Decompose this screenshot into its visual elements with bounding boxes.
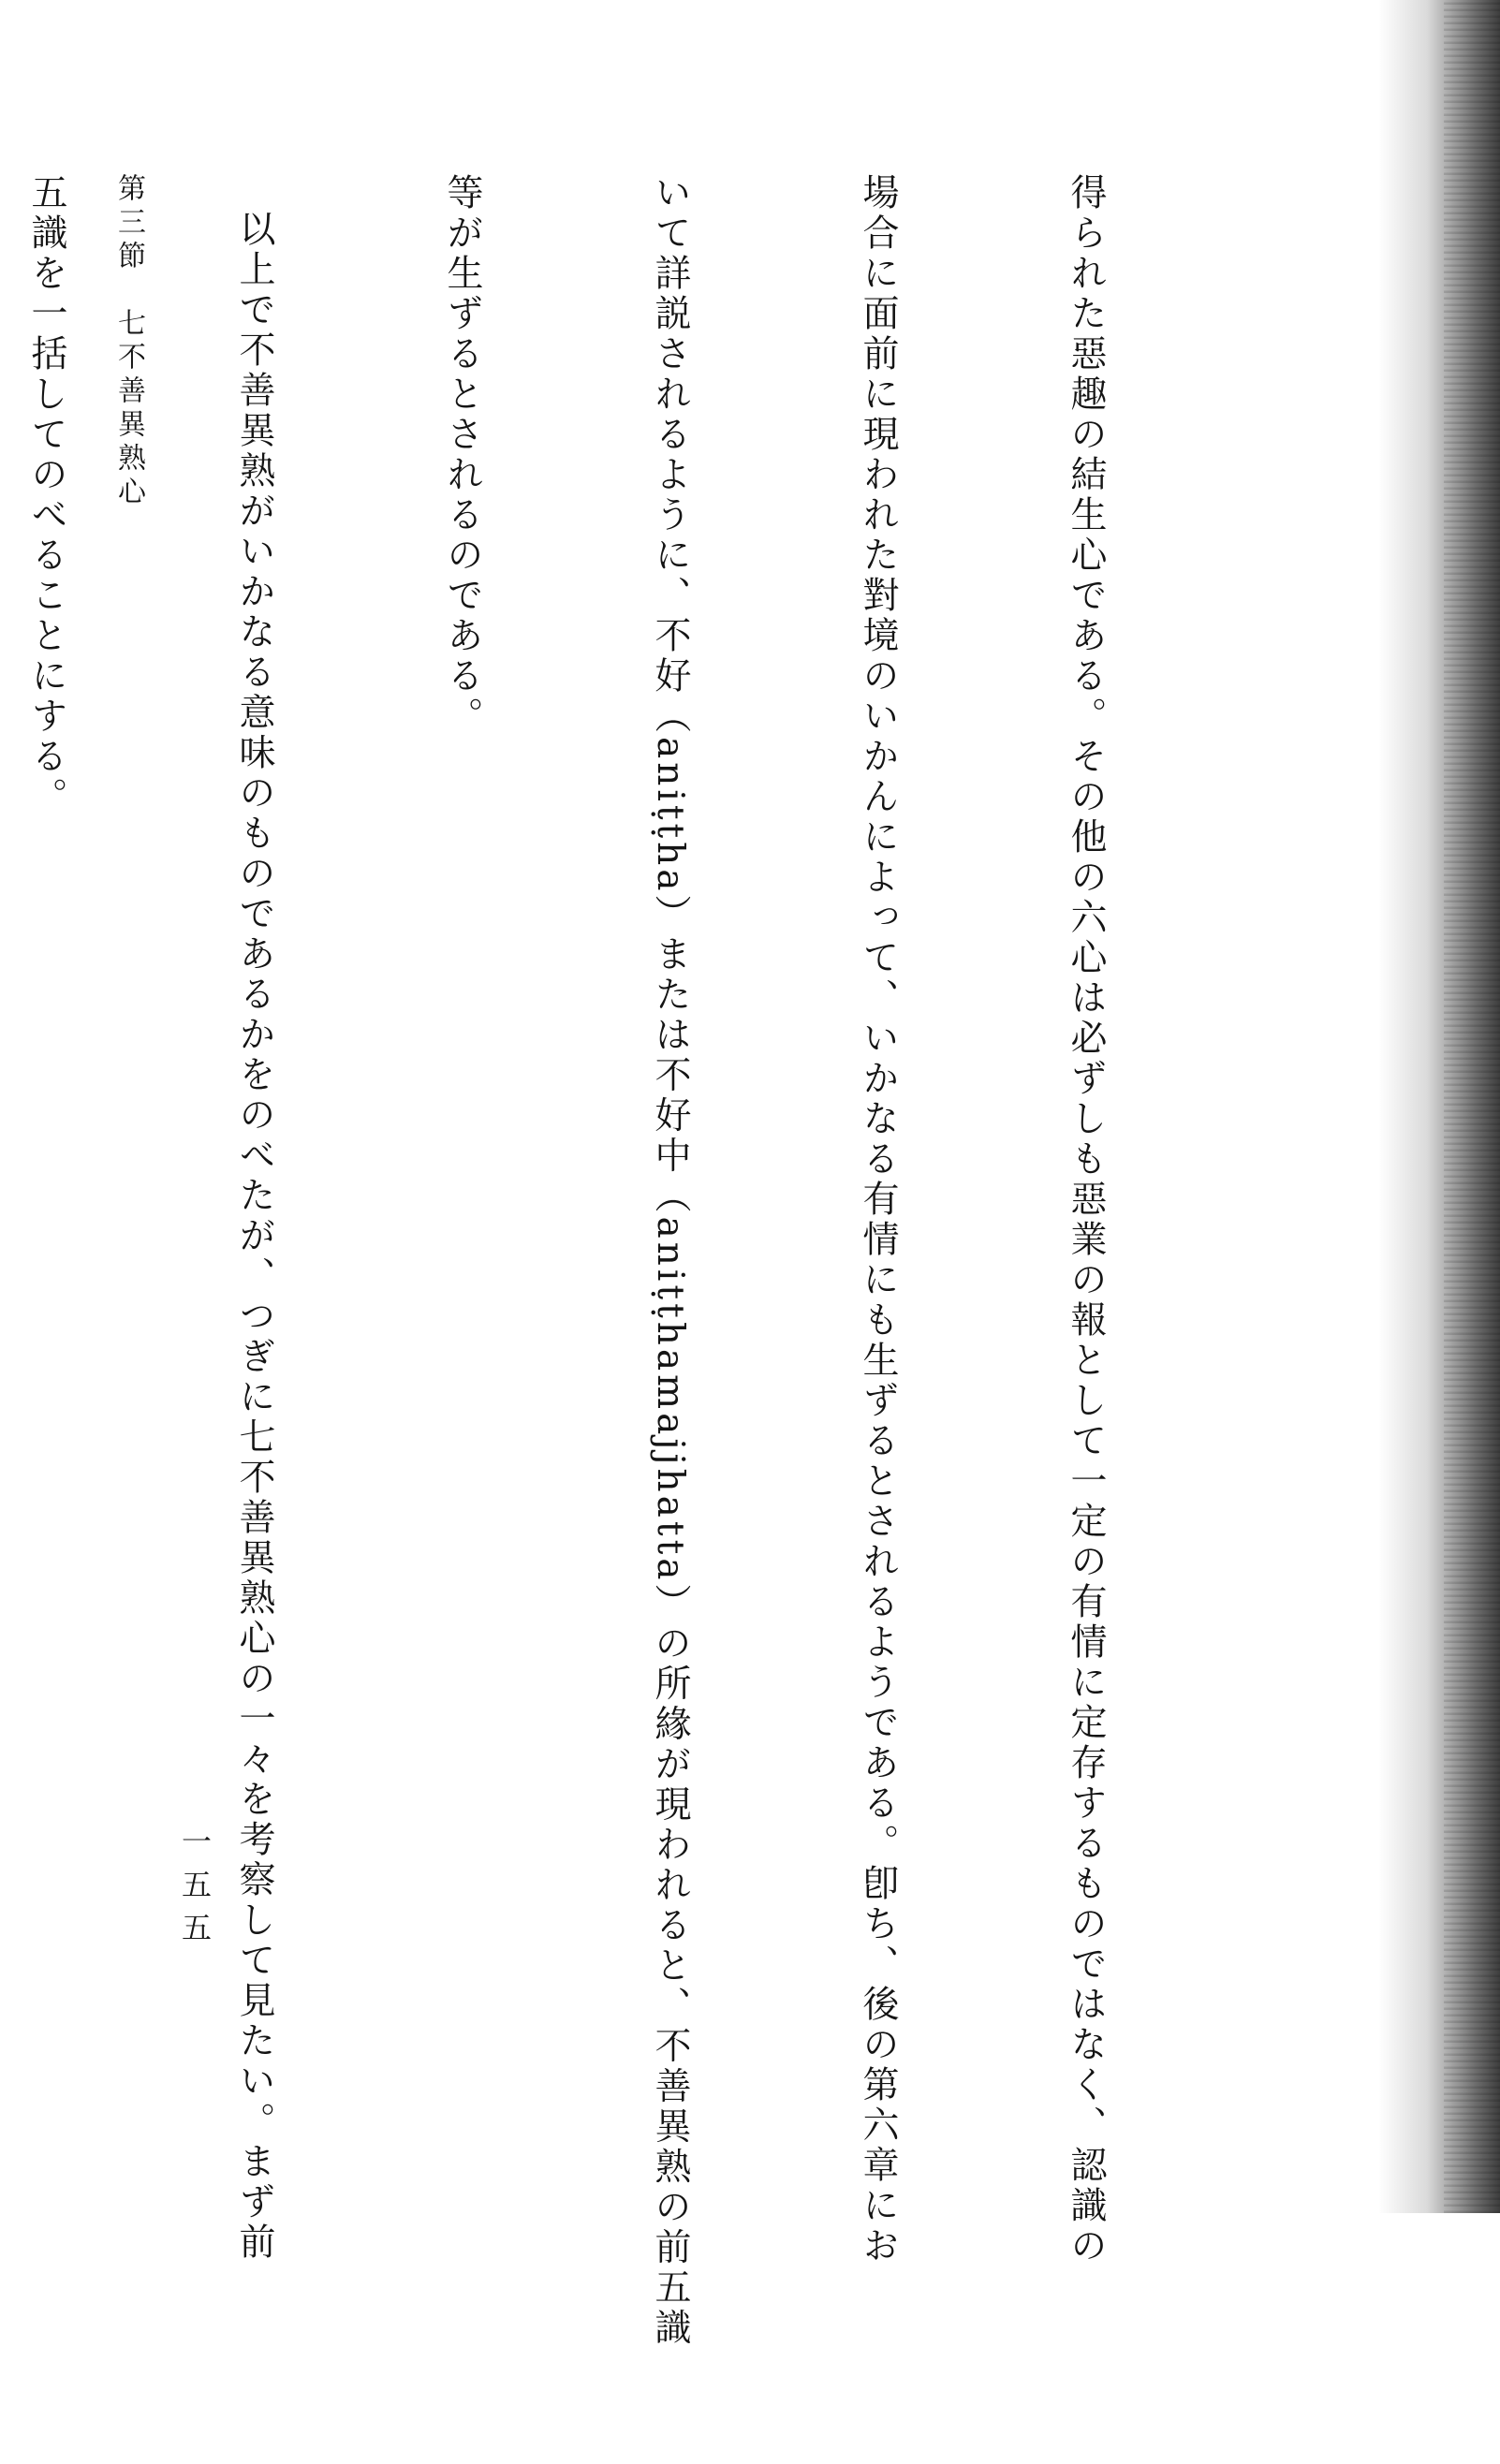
page-number: 一五五 (177, 1826, 213, 1955)
paragraph-line: 等が生ずるとされるのである。 (441, 173, 483, 737)
page-edge-texture (1444, 0, 1500, 2213)
paragraph-line: いて詳説されるように、不好（aniṭṭha）または不好中（aniṭṭhamajjhatta）の所緣が現われると、不善異熟の前五識 (649, 173, 691, 2349)
body-text (0, 173, 1258, 2349)
paragraph-line: 以上で不善異熟がいかなる意味のものであるかをのべたが、つぎに七不善異熟心の一々を考察して見たい。まず前 (233, 210, 275, 2263)
running-footer: 第三節 七不善異熟心 (112, 173, 145, 510)
paragraph-line: 五識を一括してのべることにする。 (25, 173, 67, 817)
paragraph-line: 場合に面前に現われた對境のいかんによって、いかなる有情にも生ずるとされるようである。卽ち、後の第六章にお (857, 173, 899, 2266)
paragraph-line: 得られた惡趣の結生心である。その他の六心は必ずしも惡業の報として一定の有情に定存するものではなく、認識の (1065, 173, 1107, 2266)
